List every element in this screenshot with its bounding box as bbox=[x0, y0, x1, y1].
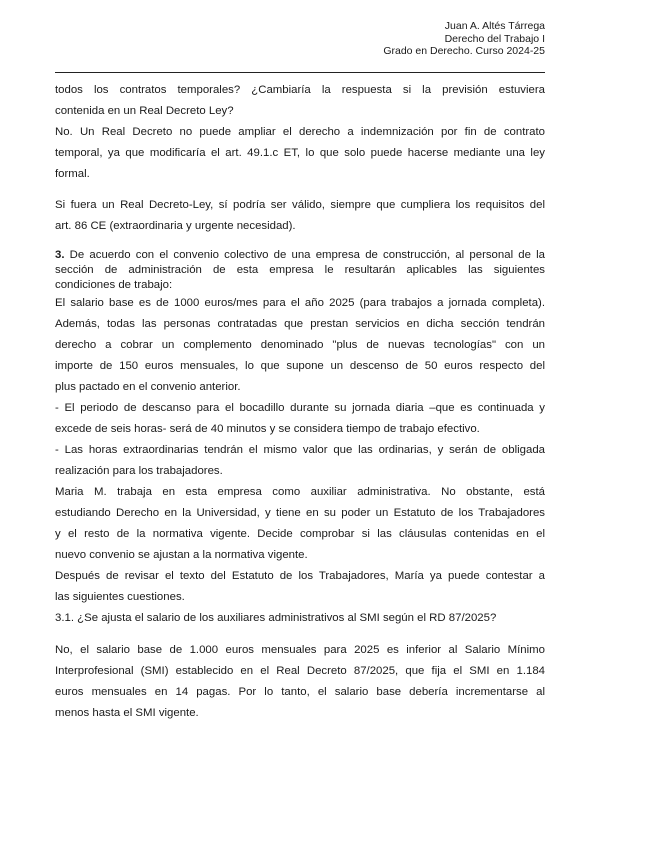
text-line: menos hasta el SMI vigente. bbox=[55, 707, 199, 719]
text-line: y el resto de la normativa vigente. Decide comprobar si las cláusulas contenidas en el bbox=[55, 528, 545, 540]
paragraph-answer-real-decreto bbox=[55, 122, 545, 185]
text-line: excede de seis horas- será de 40 minutos y se considera tiempo de trabajo efectivo. bbox=[55, 423, 480, 435]
text-line: estudiando Derecho en la Universidad, y tiene en su poder un Estatuto de los Trabajadores bbox=[55, 507, 545, 519]
paragraph-answer-real-decreto-ley bbox=[55, 195, 545, 237]
page-header bbox=[383, 20, 545, 58]
text-line: importe de 150 euros mensuales, lo que supone un descenso de 50 euros respecto del bbox=[55, 360, 545, 372]
text-line: Interprofesional (SMI) establecido en el Real Decreto 87/2025, que fija el SMI en 1.184 bbox=[55, 665, 545, 677]
header-rule bbox=[55, 72, 545, 73]
text-line: condiciones de trabajo: bbox=[55, 279, 173, 291]
text-line: realización para los trabajadores. bbox=[55, 465, 223, 477]
text-line: todos los contratos temporales? ¿Cambiaría la respuesta si la previsión estuviera bbox=[55, 84, 545, 96]
text-line: nuevo convenio se ajustan a la normativa vigente. bbox=[55, 549, 308, 561]
question-number: 3. bbox=[55, 249, 65, 261]
text-line: Además, todas las personas contratadas que prestan servicios en dicha sección tendrán bbox=[55, 318, 545, 330]
text-line: Si fuera un Real Decreto-Ley, sí podría ser válido, siempre que cumpliera los requisitos del bbox=[55, 199, 545, 211]
text-line: plus pactado en el convenio anterior. bbox=[55, 381, 241, 393]
text-line: No, el salario base de 1.000 euros mensuales para 2025 es inferior al Salario Mínimo bbox=[55, 644, 545, 656]
question-3-intro bbox=[55, 248, 545, 293]
text-line: art. 86 CE (extraordinaria y urgente necesidad). bbox=[55, 220, 296, 232]
header-author: Juan A. Altés Tárrega bbox=[444, 20, 545, 32]
text-line: contenida en un Real Decreto Ley? bbox=[55, 105, 234, 117]
text-line: las siguientes cuestiones. bbox=[55, 591, 185, 603]
text-line: temporal, ya que modificaría el art. 49.1.c ET, lo que solo puede hacerse mediante una ley bbox=[55, 147, 545, 159]
text-line: - El periodo de descanso para el bocadillo durante su jornada diaria –que es continuada y bbox=[55, 402, 545, 414]
paragraph-question-continuation bbox=[55, 80, 545, 122]
text-line: formal. bbox=[55, 168, 90, 180]
document-body bbox=[55, 80, 545, 724]
text-line: No. Un Real Decreto no puede ampliar el derecho a indemnización por fin de contrato bbox=[55, 126, 545, 138]
paragraph-answer-smi bbox=[55, 640, 545, 724]
paragraph-case-conditions bbox=[55, 293, 545, 629]
question-3-1: 3.1. ¿Se ajusta el salario de los auxiliares administrativos al SMI según el RD 87/2025? bbox=[55, 612, 497, 624]
text-line: derecho a cobrar un complemento denominado "plus de nuevas tecnologías" con un bbox=[55, 339, 545, 351]
text-line: sección de administración de esta empresa le resultarán aplicables las siguientes bbox=[55, 264, 545, 276]
text-line: euros mensuales en 14 pagas. Por lo tanto, el salario base debería incrementarse al bbox=[55, 686, 545, 698]
text-line: - Las horas extraordinarias tendrán el mismo valor que las ordinarias, y serán de obligada bbox=[55, 444, 545, 456]
header-course: Grado en Derecho. Curso 2024-25 bbox=[383, 45, 545, 57]
text-line: 3. De acuerdo con el convenio colectivo de una empresa de construcción, al personal de la bbox=[55, 249, 545, 261]
text-line: El salario base es de 1000 euros/mes para el año 2025 (para trabajos a jornada completa). bbox=[55, 297, 545, 309]
text-line: Después de revisar el texto del Estatuto de los Trabajadores, María ya puede contestar a bbox=[55, 570, 545, 582]
text-line: Maria M. trabaja en esta empresa como auxiliar administrativa. No obstante, está bbox=[55, 486, 545, 498]
header-subject: Derecho del Trabajo I bbox=[444, 32, 545, 45]
